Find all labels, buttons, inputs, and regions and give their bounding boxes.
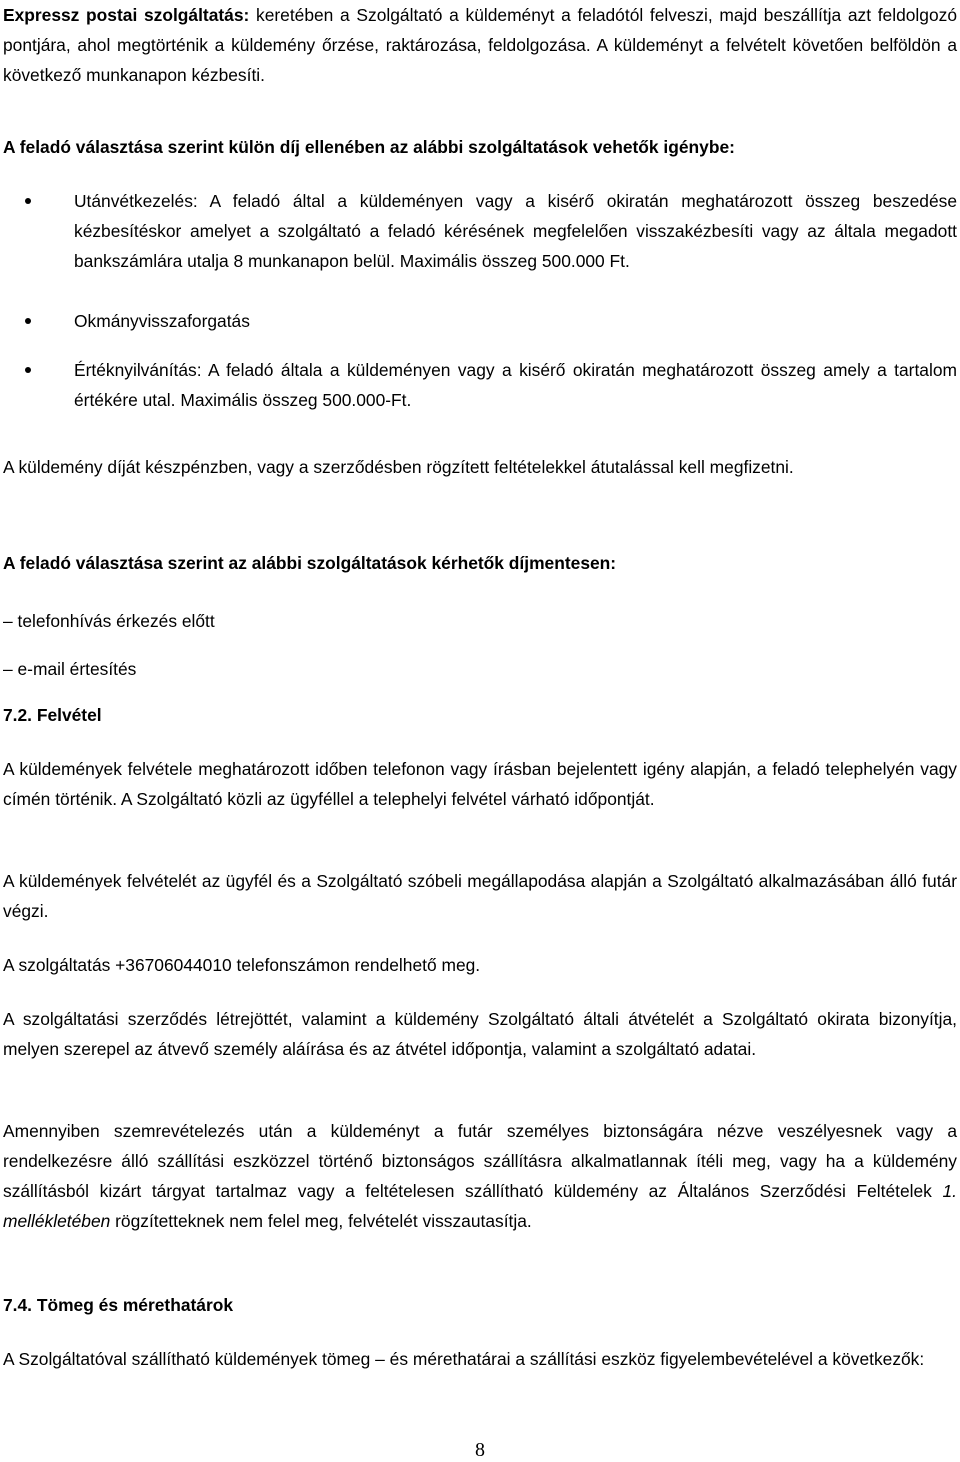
list-item: – e-mail értesítés — [3, 659, 137, 679]
paragraph: A szolgáltatás +36706044010 telefonszámon rendelhető meg. — [3, 955, 481, 975]
list-item: Utánvétkezelés: A feladó által a küldeményen vagy a kisérő okiratán meghatározott összeg beszedése kézbesítéskor amelyet a szolgáltató a feladó kérésének megfelelően visszakézbesíti vagy az általa megadott bankszámlára utalja 8 munkanapon belül. Maximális összeg 500.000 Ft. — [74, 191, 957, 271]
paragraph: A Szolgáltatóval szállítható küldemények tömeg – és mérethatárai a szállítási eszköz figyelembevételével a következők: — [3, 1349, 925, 1369]
paragraph-text: Amennyiben szemrevételezés után a küldeményt a futár személyes biztonságára nézve veszélyesnek vagy a rendelkezésre álló szállítási eszközzel történő biztonságos szállításra alkalmatlannak ítéli meg, vagy ha a küldemény szállításból kizárt tárgyat tartalmaz vagy a feltételesen szállítható küldemény az Általános Szerződési Feltételek — [3, 1121, 957, 1201]
bullet-icon — [25, 318, 31, 324]
section-heading: 7.2. Felvétel — [3, 705, 102, 725]
paragraph: A küldemények felvétele meghatározott időben telefonon vagy írásban bejelentett igény alapján, a feladó telephelyén vagy címén történik. A Szolgáltató közli az ügyféllel a telephelyi felvétel várható időpontját. — [3, 759, 957, 809]
list-item: Értéknyilvánítás: A feladó általa a küldeményen vagy a kisérő okiratán meghatározott összeg amely a tartalom értékére utal. Maximális összeg 500.000-Ft. — [74, 360, 957, 410]
intro-text: keretében a Szolgáltató a küldeményt a feladótól felveszi, majd beszállítja azt feldolgozó pontjára, ahol megtörténik a küldemény őrzése, raktározása, feldolgozása. A küldeményt a felvételt követően belföldön a következő munkanapon kézbesíti. — [3, 5, 957, 85]
paragraph — [3, 1116, 957, 1236]
paragraph: A küldemények felvételét az ügyfél és a Szolgáltató szóbeli megállapodása alapján a Szolgáltató alkalmazásában álló futár végzi. — [3, 871, 957, 921]
bullet-icon — [25, 198, 31, 204]
free-services-heading: A feladó választása szerint az alábbi szolgáltatások kérhetők díjmentesen: — [3, 553, 617, 573]
paragraph: A szolgáltatási szerződés létrejöttét, valamint a küldemény Szolgáltató általi átvételét a Szolgáltató okirata bizonyítja, melyen szerepel az átvevő személy aláírása és az átvétel időpontja, valamint a szolgáltató adatai. — [3, 1009, 957, 1059]
section-heading: 7.4. Tömeg és mérethatárok — [3, 1295, 234, 1315]
payment-paragraph: A küldemény díját készpénzben, vagy a szerződésben rögzített feltételekkel átutalással kell megfizetni. — [3, 457, 794, 477]
italic-reference: 1. mellékletében — [3, 1181, 957, 1231]
list-item: – telefonhívás érkezés előtt — [3, 611, 215, 631]
page-number: 8 — [475, 1439, 485, 1461]
paragraph-text: rögzítetteknek nem felel meg, felvételét visszautasítja. — [110, 1211, 532, 1231]
paid-services-heading: A feladó választása szerint külön díj ellenében az alábbi szolgáltatások vehetők igénybe: — [3, 137, 735, 157]
list-item: Okmányvisszaforgatás — [74, 311, 250, 331]
bullet-icon — [25, 367, 31, 373]
intro-paragraph — [3, 0, 957, 90]
intro-title: Expressz postai szolgáltatás: — [3, 5, 250, 25]
